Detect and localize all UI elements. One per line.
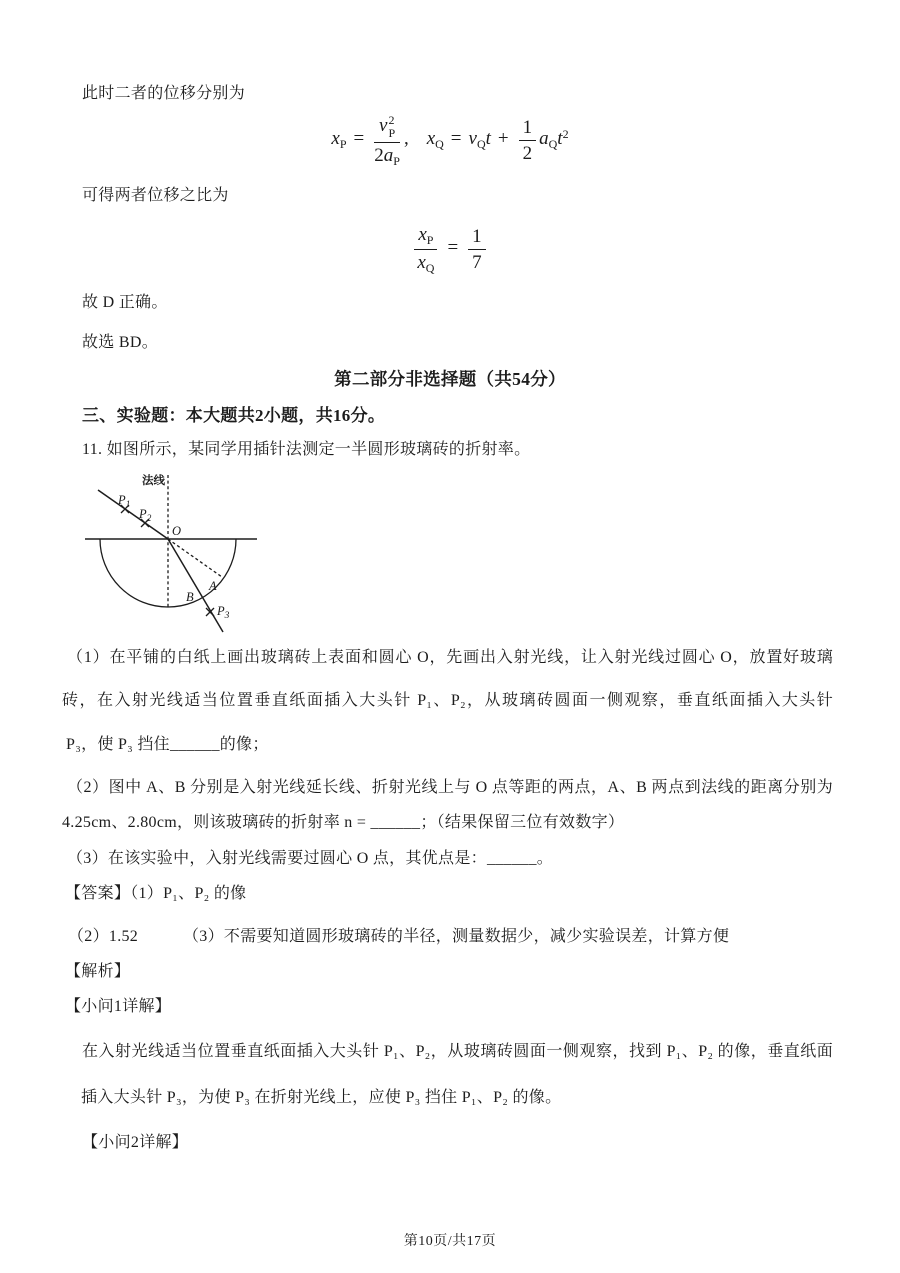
page-number-indicator: 第10页/共17页 (403, 1234, 497, 1249)
equals-sign: = (353, 128, 365, 150)
refraction-figure (45, 462, 305, 642)
ratio-formula (0, 224, 900, 274)
o-label: O (172, 524, 182, 538)
part1-line-2: 砖，在入射光线适当位置垂直纸面插入大头针 P₁、P₂，从玻璃砖圆面一侧观察，垂直纸面插入大头针 (62, 692, 833, 709)
p3-label: $P_3$ (217, 604, 230, 621)
xp-xq-fraction: $\frac{x_P}{x_Q}$ (414, 224, 437, 274)
p2-label: $P_2$ (139, 507, 152, 524)
ratio-intro-line: 可得两者位移之比为 (82, 187, 229, 204)
incident-ray-extension (168, 539, 222, 577)
displacement-intro-line: 此时二者的位移分别为 (82, 85, 246, 102)
part1-line-3: P₃，使 P₃ 挡住______的像； (66, 736, 269, 753)
plus-sign: + (497, 128, 509, 150)
one-seventh-fraction: $\frac{1}{7}$ (468, 226, 486, 272)
xq-term: $x_Q$ (426, 128, 444, 152)
part2-section-header: 第二部分非选择题（共54分） (334, 369, 566, 389)
answer-part3: （3）不需要知道圆形玻璃砖的半径，测量数据少，减少实验误差，计算方便 (183, 928, 730, 945)
part2-line-1: （2）图中 A、B 分别是入射光线延长线、折射光线上与 O 点等距的两点，A、B 两点到法线的距离分别为 (67, 779, 833, 796)
detail1-label: 【小问1详解】 (65, 998, 172, 1015)
equals-sign-2: = (450, 128, 462, 150)
detail2-label: 【小问2详解】 (82, 1134, 189, 1151)
normal-line-label: 法线 (142, 475, 165, 487)
detail1-line-2: 插入大头针 P₃，为使 P₃ 在折射光线上，应使 P₃ 挡住 P₁、P₂ 的像。 (81, 1089, 562, 1106)
equals-sign: = (447, 237, 459, 259)
b-label: B (186, 590, 194, 604)
vp-fraction: v 2 P $2a_P$ (374, 113, 400, 169)
part2-line-2: 4.25cm、2.80cm，则该玻璃砖的折射率 n = ______；（结果保留三位有效数字） (62, 814, 625, 831)
question-11-intro: 11. 如图所示，某同学用插针法测定一半圆形玻璃砖的折射率。 (82, 441, 531, 458)
answer-line-1: 【答案】（1）P₁、P₂ 的像 (65, 885, 247, 902)
conclusion-d-line: 故 D 正确。 (82, 294, 168, 311)
comma: , (403, 128, 409, 150)
detail1-line-1: 在入射光线适当位置垂直纸面插入大头针 P₁、P₂，从玻璃砖圆面一侧观察，找到 P₁、P₂ 的像，垂直纸面 (82, 1043, 833, 1060)
analysis-label: 【解析】 (65, 963, 131, 980)
displacement-formula (0, 113, 900, 167)
xp-term: $x_P$ (331, 128, 347, 152)
p1-label: $P_1$ (118, 493, 131, 510)
vq-term: $v_Qt$ (468, 128, 491, 152)
a-label: A (209, 579, 217, 593)
aq-term: $a_Qt^2$ (539, 127, 569, 152)
part3-line: （3）在该实验中，入射光线需要过圆心 O 点，其优点是：______。 (67, 850, 554, 867)
experiment-section-header: 三、实验题：本大题共2小题，共16分。 (82, 406, 386, 425)
half-fraction: $\frac{1}{2}$ (519, 117, 537, 163)
conclusion-select-line: 故选 BD。 (82, 334, 159, 351)
part1-line-1: （1）在平铺的白纸上画出玻璃砖上表面和圆心 O，先画出入射光线，让入射光线过圆心 O，放置好玻璃 (67, 649, 833, 666)
answer-part2: （2）1.52 (68, 928, 139, 945)
incident-ray (98, 490, 168, 539)
